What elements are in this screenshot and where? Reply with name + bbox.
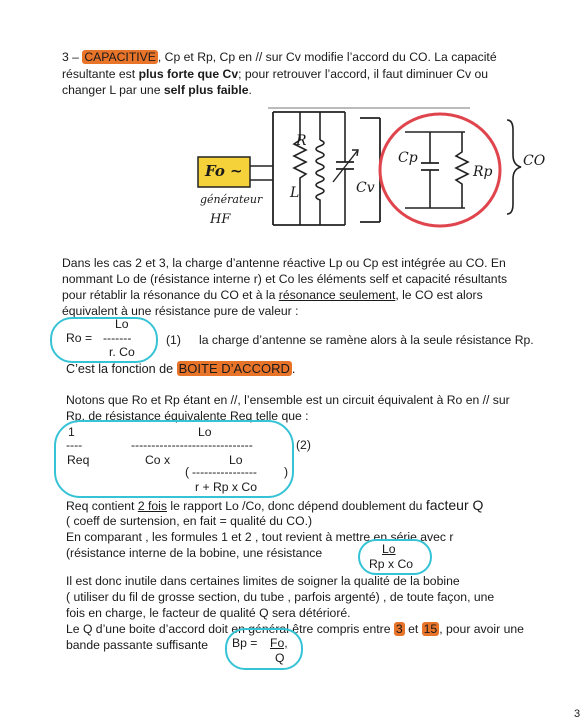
paragraph5-line1: Il est donc inutile dans certaines limites de soigner la qualité de la bobine	[66, 574, 460, 588]
formula2-bar-long: ------------------------------	[131, 438, 253, 452]
paragraph2-line3	[62, 288, 483, 302]
section3-line1	[62, 50, 497, 64]
resonance-underlined: résonance seulement	[278, 288, 396, 302]
coil-l	[316, 140, 324, 225]
paragraph2-line3-post: , le CO est alors	[395, 288, 483, 302]
label-l: L	[290, 185, 300, 201]
capacitive-highlight: CAPACITIVE	[84, 50, 156, 64]
label-cv: Cv	[356, 180, 375, 196]
formula1-tag: (1)	[166, 333, 181, 347]
section3-line1-text: , Cp et Rp, Cp en // sur Cv modifie l’accord du CO. La capacité	[157, 50, 497, 64]
paragraph2-line3-pre: pour rétablir la résonance du CO et à la	[62, 288, 279, 302]
paragraph3-line2: Rp, de résistance équivalente Req telle que :	[66, 409, 309, 423]
formula2-lo-top: Lo	[198, 425, 212, 439]
bp-denominator: Q	[275, 651, 285, 665]
deux-fois-underlined: 2 fois	[137, 499, 167, 513]
paragraph5-line3: fois en charge, le facteur de qualité Q sera détérioré.	[66, 606, 351, 620]
paragraph5-line2: ( utiliser du fil de grosse section, du tube , parfois argenté) , de toute façon, une	[66, 590, 495, 604]
formula1-numerator: Lo	[115, 317, 129, 331]
section3-line3-bold: self plus faible	[163, 83, 249, 97]
boite-accord-highlight: BOITE D’ACCORD	[178, 361, 290, 376]
fonction-line	[66, 361, 295, 376]
formula2-co-x: Co x	[145, 453, 171, 467]
paragraph5-line5: bande passante suffisante	[66, 638, 209, 652]
section3-line3	[62, 83, 252, 97]
co-brace	[507, 120, 521, 214]
paragraph3-line1: Notons que Ro et Rp étant en //, l’ensemble est un circuit équivalent à Ro en // sur	[66, 393, 510, 407]
section3-line2-pre: résultante est	[62, 67, 139, 81]
q-min-highlight: 3	[395, 622, 403, 636]
formula1-lhs: Ro =	[66, 331, 93, 345]
paragraph4-line4: (résistance interne de la bobine, une résistance	[66, 546, 323, 560]
formula2-tag: (2)	[296, 438, 311, 452]
section3-number: 3 –	[62, 50, 83, 64]
formula2-bottom: r + Rp x Co	[195, 480, 257, 494]
paragraph5-line4-mid: et	[408, 622, 419, 636]
section3-line2-post: ; pour retrouver l’accord, il faut diminuer Cv ou	[238, 67, 489, 81]
section3-line3-post: .	[248, 83, 252, 97]
paragraph4-line3: En comparant , les formules 1 et 2 , tout revient à mettre en série avec r	[66, 530, 454, 544]
paragraph2-line4: équivalent à une résistance pure de valeur :	[62, 304, 299, 318]
formula2-close-paren: )	[284, 465, 289, 479]
label-r: R	[296, 133, 307, 149]
generator-caption-hf: HF	[210, 212, 231, 227]
fonction-post: .	[291, 362, 296, 376]
paragraph4-line1	[66, 497, 483, 513]
fraction-numerator: Lo	[382, 542, 396, 556]
paragraph4-line1-pre: Req contient	[66, 499, 138, 513]
resistor-r	[294, 112, 306, 225]
paragraph2-line2: nommant Lo de (résistance interne r) et Co les éléments self et capacité résultants	[62, 272, 508, 286]
paragraph4-line2: ( coeff de surtension, en fait = qualité du CO.)	[66, 514, 313, 528]
section3-line2-bold: plus forte que Cv	[138, 67, 239, 81]
page-number: 3	[574, 708, 581, 720]
paragraph5-line4-pre: Le Q d’une boite d’accord doit en général être compris entre	[66, 622, 391, 636]
q-max-highlight: 15	[423, 622, 438, 636]
fraction-denominator: Rp x Co	[369, 557, 414, 571]
bp-numerator: Fo,	[270, 636, 288, 650]
formula1-denominator: r. Co	[109, 345, 135, 359]
generator-caption: générateur	[200, 193, 263, 206]
label-co: CO	[523, 153, 546, 169]
circuit-schematic	[0, 100, 588, 250]
formula1-bar: -------	[103, 331, 132, 345]
formula2-inner-bar: ----------------	[192, 465, 257, 479]
formula2-req: Req	[67, 453, 90, 467]
section3-line2	[62, 67, 488, 81]
paragraph4-line1-mid: le rapport Lo /Co, donc dépend doublement du	[166, 499, 426, 513]
formula2-lo-inner: Lo	[229, 453, 243, 467]
fonction-pre: C’est la fonction de	[66, 362, 177, 376]
section3-line3-pre: changer L par une	[62, 83, 164, 97]
paragraph2-line1: Dans les cas 2 et 3, la charge d’antenne réactive Lp ou Cp est intégrée au CO. En	[62, 256, 506, 270]
bp-lhs: Bp =	[232, 636, 258, 650]
label-rp: Rp	[473, 164, 493, 180]
resistor-rp	[456, 132, 468, 208]
label-cp: Cp	[398, 150, 418, 166]
formula2-one: 1	[68, 425, 75, 439]
formula2-circle	[54, 420, 294, 498]
formula1-comment: la charge d’antenne se ramène alors à la seule résistance Rp.	[199, 333, 534, 347]
facteur-q: facteur Q	[425, 497, 484, 513]
formula2-dash-left: ----	[66, 438, 83, 452]
formula2-open-paren: (	[185, 465, 190, 479]
generator-label: Fo ~	[205, 162, 243, 180]
paragraph5-line4-post: , pour avoir une	[439, 622, 524, 636]
